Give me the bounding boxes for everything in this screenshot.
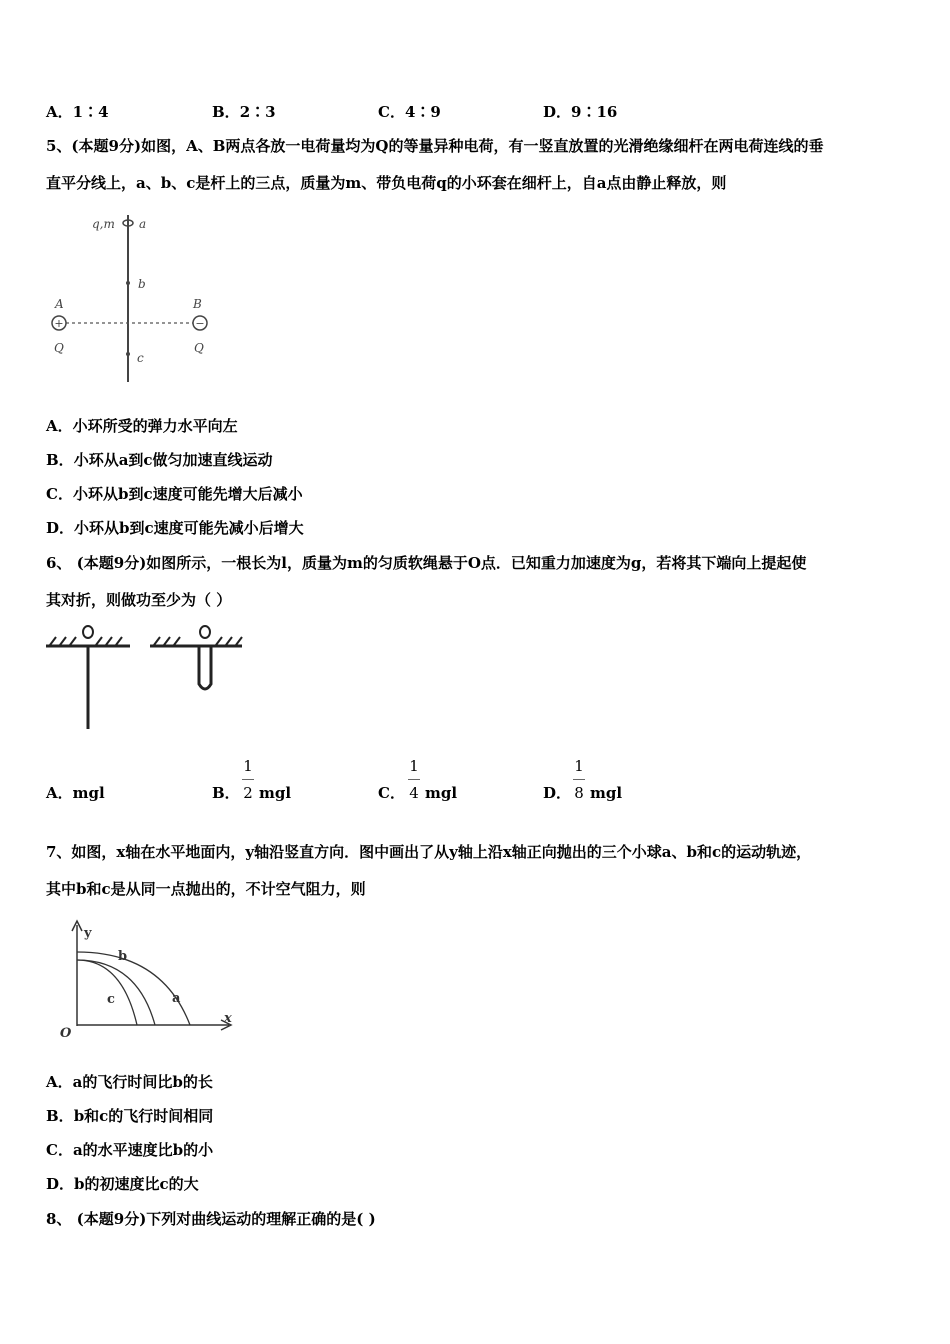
- q7-origin: O: [60, 1026, 72, 1041]
- q5-point-b: b: [138, 277, 146, 291]
- q7-label-a: a: [172, 991, 181, 1006]
- q5-option-b: B．小环从a到c做匀加速直线运动: [46, 451, 273, 469]
- q6-option-b-numerator: 1: [243, 757, 253, 775]
- q6-option-a: A．mgl: [46, 784, 105, 802]
- q7-option-b: B．b和c的飞行时间相同: [46, 1107, 214, 1125]
- q7-trajectory-b: [77, 960, 155, 1025]
- q7-option-a: A．a的飞行时间比b的长: [46, 1073, 213, 1091]
- q6-option-b: B．: [212, 784, 240, 802]
- q5-point-c: c: [137, 351, 144, 365]
- q7-figure: [52, 915, 252, 1040]
- q6-option-c-fraction-bar: [408, 779, 420, 780]
- q6-stem-line2: 其对折，则做功至少为（ ）: [46, 591, 232, 609]
- q5-stem-line1: 5、(本题9分)如图，A、B两点各放一电荷量均为Q的等量异种电荷，有一竖直放置的光滑绝缘细杆在两电荷连线的垂: [46, 137, 824, 155]
- q5-label-QA: Q: [54, 341, 64, 355]
- q7-axis-y: y: [84, 926, 92, 941]
- q6-option-b-denominator: 2: [243, 784, 253, 802]
- q5-minus-sign: −: [195, 317, 205, 330]
- q7-label-c: c: [107, 992, 115, 1007]
- q4-option-d: D．9∶16: [543, 103, 618, 121]
- q7-stem-line1: 7、如图，x轴在水平地面内，y轴沿竖直方向．图中画出了从y轴上沿x轴正向抛出的三个小球a、b和c的运动轨迹，: [46, 843, 812, 861]
- q6-option-d-fraction-bar: [573, 779, 585, 780]
- q6-option-c-numerator: 1: [409, 757, 419, 775]
- q7-axis-x: x: [224, 1011, 232, 1026]
- q7-stem-line2: 其中b和c是从同一点抛出的，不计空气阻力，则: [46, 880, 366, 898]
- q5-stem-line2: 直平分线上，a、b、c是杆上的三点，质量为m、带负电荷q的小环套在细杆上，自a点由静止释放，则: [46, 174, 727, 192]
- q5-option-a: A．小环所受的弹力水平向左: [46, 417, 238, 435]
- q6-option-c-text: mgl: [425, 784, 458, 802]
- q6-option-b-fraction-bar: [242, 779, 254, 780]
- q6-option-d-text: mgl: [590, 784, 623, 802]
- q4-option-a: A．1∶4: [46, 103, 109, 121]
- q7-option-d: D．b的初速度比c的大: [46, 1175, 199, 1193]
- q6-option-d: D．: [543, 784, 572, 802]
- q8-stem-line1: 8、 (本题9分)下列对曲线运动的理解正确的是( ): [46, 1210, 376, 1228]
- q4-option-b: B．2∶3: [212, 103, 276, 121]
- q5-point-a: a: [139, 217, 147, 231]
- q5-plus-sign: +: [54, 317, 64, 330]
- q6-option-b-text: mgl: [259, 784, 292, 802]
- q7-label-b: b: [118, 949, 128, 964]
- q5-label-QB: Q: [194, 341, 204, 355]
- q5-ring-label: q,m: [92, 217, 115, 231]
- q6-option-d-numerator: 1: [574, 757, 584, 775]
- q6-option-d-denominator: 8: [574, 784, 584, 802]
- q7-option-c: C．a的水平速度比b的小: [46, 1141, 214, 1159]
- q5-option-d: D．小环从b到c速度可能先减小后增大: [46, 519, 304, 537]
- q6-option-c: C．: [378, 784, 405, 802]
- q4-option-c: C．4∶9: [378, 103, 441, 121]
- q6-stem-line1: 6、 (本题9分)如图所示，一根长为l，质量为m的匀质软绳悬于O点．已知重力加速度为g，若将其下端向上提起使: [46, 554, 807, 572]
- q6-option-c-denominator: 4: [409, 784, 419, 802]
- q5-label-B: B: [193, 297, 202, 311]
- q6-figure: [44, 618, 244, 733]
- q5-figure: [44, 210, 224, 390]
- q5-option-c: C．小环从b到c速度可能先增大后减小: [46, 485, 303, 503]
- q5-label-A: A: [55, 297, 64, 311]
